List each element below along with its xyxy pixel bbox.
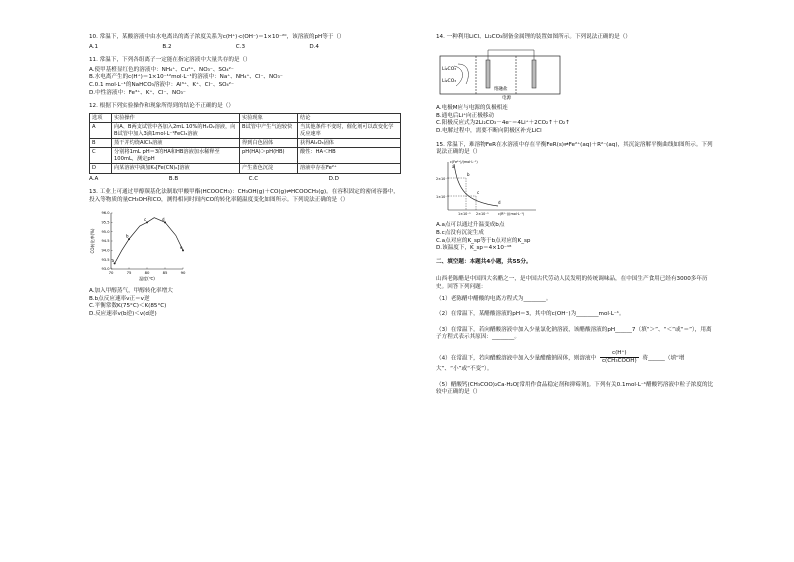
right-column (436, 34, 714, 405)
option-d: D.4 (309, 43, 319, 50)
table-header: 实验现象 (240, 113, 298, 122)
point-label: d (162, 217, 165, 223)
label-li2co3-2: Li₂CO₃ (442, 78, 457, 84)
y-tick-label: 1×10⁻⁹ (436, 194, 449, 199)
option-c: C.0.1 mol·L⁻¹的NaHCO₃溶液中：Al³⁺、K⁺、Cl⁻、SO₄²⁻ (89, 81, 234, 88)
ksp-curve-diagram (436, 160, 540, 218)
option-a: A.电极M应与电源的负极相连 (436, 105, 508, 112)
question-14-stem: 14. 一种利用LiCl、Li₂CO₃制备金属锂的装置如图所示。下列说法正确的是（） (436, 34, 631, 40)
table-cell: 得到白色固体 (240, 138, 298, 147)
option-d: D.该温度下，K_sp＝4×10⁻¹⁸ (436, 245, 512, 252)
table-cell: 蒸干并灼烧AlCl₃溶液 (112, 138, 240, 147)
question-10-stem: 10. 常温下，某酸溶液中由水电离出的离子浓度关系为c(H⁺)·c(OH⁻)＝1×10⁻²⁰，该溶液的pH等于（） (89, 34, 345, 40)
x-axis-label: 温度(℃) (139, 276, 155, 282)
option-d: D.反应速率v(b逆)＜v(d逆) (89, 310, 157, 317)
table-cell: pH(HA)＞pH(HB) (240, 148, 298, 164)
table-cell: D (90, 164, 112, 173)
option-c: C.阳极反应式为2Li₂CO₃－4e⁻＝4Li⁺＋2CO₂↑＋O₂↑ (436, 120, 570, 127)
ratio-numerator: c(H⁺) (600, 350, 639, 359)
question-16-part-4b: 将______（填“增大”、“小”或“不变”）。 (436, 355, 685, 373)
table-cell: C (90, 148, 112, 164)
table-header-row (90, 113, 401, 122)
question-15-stem: 15. 常温下，难溶物FeR在水溶液中存在平衡FeR(s)⇌Fe²⁺(aq)＋R²⁻(aq)，其沉淀溶解平衡曲线如图所示。下列说法正确的是（） (436, 141, 713, 156)
question-16 (436, 276, 714, 397)
x-tick-label: 85 (162, 270, 168, 276)
section-title: 二、填空题：本题共4小题，共55分。 (436, 258, 532, 265)
y-tick-label: 95.0 (101, 230, 110, 235)
question-10 (89, 34, 402, 51)
option-a: A.a点可以通过升温变成b点 (436, 222, 505, 229)
x-tick-label: 70 (108, 270, 114, 276)
question-16-part-4a: （4）在常温下，若向醋酸溶液中加入少量醋酸钠固体，则溶液中 (436, 355, 597, 362)
x-tick-label: 1×10⁻⁹ (458, 211, 471, 216)
table-cell: 当其他条件不变时，催化剂可以改变化学反应速率 (298, 123, 401, 139)
table-cell: A (90, 123, 112, 139)
option-a: A.使甲基橙显红色的溶液中：NH₄⁺、Cu²⁺、NO₃⁻、SO₄²⁻ (89, 66, 234, 73)
table-cell: 分别将1mL pH＝3的HA和HB溶液加水稀释至100mL，测定pH (112, 148, 240, 164)
table-row (90, 138, 401, 147)
x-axis-label: c(R²⁻)/(mol·L⁻¹) (498, 211, 525, 216)
left-column (89, 34, 402, 324)
option-a: A.加入甲醇蒸气，甲醇转化率增大 (89, 287, 173, 294)
table-cell: 溶液中存在Fe²⁺ (298, 164, 401, 173)
point-a-label: a (452, 163, 455, 169)
concentration-ratio (600, 350, 639, 366)
label-molten-salt: 熔融盐 (494, 86, 508, 92)
question-16-part-1: （1）老陈醋中醋酸的电离方程式为________。 (436, 295, 552, 302)
question-12 (89, 103, 402, 183)
option-b: B.2 (162, 43, 172, 50)
question-11-stem: 11. 常温下，下列各组离子一定能在指定溶液中大量共存的是（） (89, 57, 251, 64)
option-c: C.C (248, 175, 259, 182)
option-d: D.电解过程中，需要不断向阴极区补充LiCl (436, 127, 542, 134)
table-row (90, 164, 401, 173)
option-c: C.3 (235, 43, 246, 50)
table-cell: 向A、B两支试管中各加入2mL 10%的H₂O₂溶液，向B试管中加入3滴1mol·L⁻¹FeCl₃溶液 (112, 123, 240, 139)
table-header: 实验操作 (112, 113, 240, 122)
x-tick-label: 90 (180, 270, 186, 276)
option-a: A.1 (89, 43, 99, 50)
option-a: A.A (89, 175, 99, 182)
question-14 (436, 34, 714, 136)
question-16-intro: 山西老陈醋是中国四大名醋之一，是中国古代劳动人民发明的传统调味品，在中国生产食用已经有3000多年历史。回答下列问题： (436, 276, 708, 290)
electrode-n (532, 60, 536, 88)
electrolysis-apparatus-diagram (436, 46, 586, 100)
y-tick-label: 94.0 (101, 248, 110, 253)
question-12-stem: 12. 根据下列实验操作和现象所得到的结论不正确的是（） (89, 103, 234, 110)
question-13-stem: 13. 工业上可通过甲醇羰基化法制取甲酸甲酯(HCOOCH₃)：CH₃OH(g)＋CO(g)⇌HCOOCH₃(g)。在容积固定的密闭容器中，投入等物质的量CH₃OH和CO，测得相同时间内CO的转化率随温度变化如图所示。下列说法正确的是（） (89, 189, 399, 203)
label-li2co3: Li₂CO₃ (442, 66, 457, 72)
question-12-options (89, 176, 339, 184)
flow-arrow (458, 64, 468, 84)
question-16-part-3: （3）在常温下，若向醋酸溶液中加入少量氯化钠溶液，该醋酸溶液的pH______7（填“＞”、“＜”或“＝”），用离子方程式表示其原因：________。 (436, 326, 712, 341)
ratio-denominator: c(CH₃COOH) (601, 358, 637, 365)
point-label: e (180, 245, 183, 251)
label-power: 电源 (502, 95, 511, 100)
question-16-part-5: （5）醋酸钙(CH₃COO)₂Ca·H₂O[常用作食品稳定剂和抑霉剂]。下列有关0.1mol·L⁻¹醋酸钙溶液中粒子浓度的比较中正确的是（） (436, 381, 714, 396)
table-cell: 酸性：HA＜HB (298, 148, 401, 164)
option-b: B.B (168, 175, 179, 182)
y-tick-label: 95.5 (101, 220, 110, 225)
table-cell: 向某溶液中滴加K₃[Fe(CN)₆]溶液 (112, 164, 240, 173)
point-label: b (126, 234, 129, 240)
point-label: c (144, 217, 147, 223)
table-cell: 产生蓝色沉淀 (240, 164, 298, 173)
option-b: B.b点反应速率v正＝v逆 (89, 295, 150, 302)
question-10-options (89, 44, 319, 52)
x-tick-label: 75 (126, 270, 132, 276)
x-tick-label: 80 (144, 270, 150, 276)
option-d: D.D (328, 175, 339, 182)
conversion-curve (115, 218, 183, 264)
y-tick-label: 93.0 (101, 267, 110, 272)
point-d-label: d (498, 199, 501, 205)
option-d: D.中性溶液中：Fe³⁺、K⁺、Cl⁻、NO₃⁻ (89, 89, 186, 96)
table-row (90, 148, 401, 164)
question-16-part-4 (436, 350, 714, 374)
data-point (146, 222, 148, 224)
option-c: C.a点对应的K_sp等于b点对应的K_sp (436, 237, 531, 244)
point-label: a (111, 258, 115, 264)
table-header: 选项 (90, 113, 112, 122)
question-15 (436, 142, 714, 253)
table-header: 结论 (298, 113, 401, 122)
table-row (90, 123, 401, 139)
y-tick-label: 93.5 (101, 258, 110, 263)
point-c-label: c (477, 189, 480, 195)
y-axis-label: c(Fe²⁺)/(mol·L⁻¹) (450, 159, 478, 164)
question-11 (89, 57, 402, 97)
y-tick-label: 2×10⁻⁹ (436, 176, 449, 181)
experiment-table (89, 113, 401, 174)
option-b: B.通电后Li⁺向正极移动 (436, 112, 494, 119)
question-13 (89, 189, 402, 318)
electrode-m (486, 60, 490, 88)
option-b: B.c点没有沉淀生成 (436, 229, 484, 236)
table-cell: B试管中产生气泡较快 (240, 123, 298, 139)
y-axis-label: CO转化率(%) (90, 228, 95, 254)
co-conversion-chart (89, 207, 189, 283)
x-tick-label: 2×10⁻⁹ (476, 211, 489, 216)
point-b-label: b (467, 171, 470, 177)
y-tick-label: 96.0 (101, 211, 110, 216)
option-c: C.平衡常数K(75°C)＜K(85°C) (89, 303, 167, 310)
table-cell: B (90, 138, 112, 147)
option-b: B.水电离产生的c(H⁺)＝1×10⁻¹²mol·L⁻¹的溶液中：Na⁺、NH₄⁺、Cl⁻、NO₃⁻ (89, 74, 283, 81)
question-16-part-2: （2）在常温下，某醋酸溶液的pH＝3，其中的c(OH⁻)为________mol·L⁻¹。 (436, 311, 625, 318)
y-tick-label: 94.5 (101, 239, 110, 244)
table-cell: 获得Al₂O₃固体 (298, 138, 401, 147)
